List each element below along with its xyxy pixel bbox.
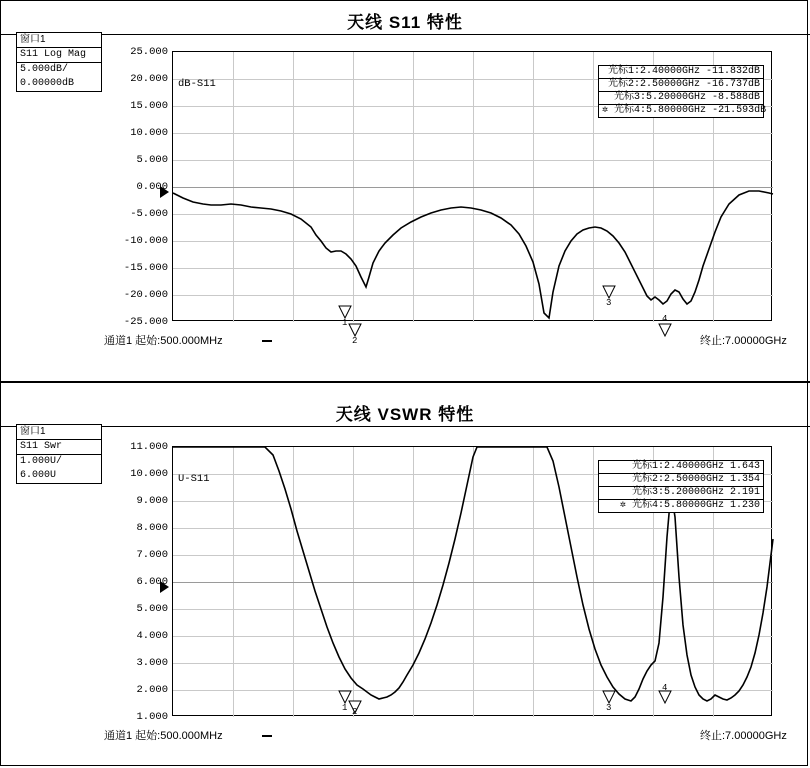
y-tick-vswr-6: 5.000 [136, 603, 168, 615]
footer-right-vswr: 终止:7.00000GHz [700, 730, 787, 742]
y-tick-vswr-10: 1.000 [136, 711, 168, 723]
marker-readout-table-s11[interactable] [598, 65, 767, 118]
y-tick-s11-1: 20.000 [130, 73, 168, 85]
reference-level-s11: 0.00000dB [20, 78, 75, 89]
marker-row-2-s11 [599, 79, 763, 92]
reference-level-vswr: 6.000U [20, 470, 57, 481]
window-info-box-vswr[interactable] [16, 424, 102, 484]
marker-1-label-s11: 光标1:2.40000GHz [607, 66, 700, 77]
marker-row-3-s11 [599, 92, 763, 105]
marker-number-2-vswr: 2 [352, 707, 358, 717]
marker-readout-table-vswr[interactable] [598, 460, 764, 513]
y-tick-vswr-1: 10.000 [130, 468, 168, 480]
panel-s11 [0, 0, 810, 382]
marker-3-value-s11: -8.588dB [711, 92, 760, 103]
marker-row-4-s11 [599, 105, 767, 117]
ref-marker-left-s11 [160, 186, 169, 198]
active-marker-asterisk-icon-s11: ✲ [602, 105, 609, 116]
y-tick-vswr-3: 8.000 [136, 522, 168, 534]
marker-4-value-vswr: 1.230 [729, 500, 760, 511]
y-tick-vswr-8: 3.000 [136, 657, 168, 669]
marker-row-1-vswr [599, 461, 763, 474]
scale-per-div-vswr: 1.000U/ [20, 456, 63, 467]
footer-left-vswr: 通道1 起始:500.000MHz [104, 730, 223, 742]
y-tick-s11-2: 15.000 [130, 100, 168, 112]
window-label-s11: 窗口1 [17, 33, 101, 48]
window-label-vswr: 窗口1 [17, 425, 101, 440]
marker-row-3-vswr [599, 487, 763, 500]
marker-2-label-s11: 光标2:2.50000GHz [607, 79, 700, 90]
title-rule-vswr [0, 426, 810, 427]
scale-per-div-s11: 5.000dB/ [20, 64, 69, 75]
marker-4-label-vswr: 光标4:5.80000GHz [631, 500, 724, 511]
marker-number-3-vswr: 3 [606, 703, 612, 713]
footer-dash-vswr [262, 735, 272, 737]
footer-left-s11: 通道1 起始:500.000MHz [104, 335, 223, 347]
marker-number-4-s11: 4 [662, 314, 668, 324]
y-tick-vswr-0: 11.000 [130, 441, 168, 453]
y-tick-s11-4: 5.000 [136, 154, 168, 166]
marker-number-4-vswr: 4 [662, 683, 668, 693]
page-title-s11: 天线 S11 特性 [347, 13, 463, 32]
marker-4-value-s11: -21.593dB [712, 105, 767, 116]
window-info-box-s11[interactable] [16, 32, 102, 92]
trace-format-s11: S11 Log Mag [17, 48, 101, 63]
marker-number-1-s11: 1 [342, 318, 348, 328]
y-tick-vswr-4: 7.000 [136, 549, 168, 561]
marker-3-label-vswr: 光标3:5.20000GHz [631, 487, 724, 498]
marker-3-label-s11: 光标3:5.20000GHz [613, 92, 706, 103]
marker-row-2-vswr [599, 474, 763, 487]
marker-row-1-s11 [599, 66, 763, 79]
marker-2-value-vswr: 1.354 [729, 474, 760, 485]
y-tick-s11-10: -25.000 [123, 316, 168, 328]
active-marker-asterisk-icon-vswr: ✲ [619, 500, 626, 511]
y-tick-vswr-7: 4.000 [136, 630, 168, 642]
marker-3-value-vswr: 2.191 [729, 487, 760, 498]
title-rule-s11 [0, 34, 810, 35]
marker-2-label-vswr: 光标2:2.50000GHz [631, 474, 724, 485]
marker-2-value-s11: -16.737dB [705, 79, 760, 90]
y-tick-vswr-9: 2.000 [136, 684, 168, 696]
marker-number-3-s11: 3 [606, 298, 612, 308]
ref-marker-left-vswr [160, 581, 169, 593]
y-tick-s11-3: 10.000 [130, 127, 168, 139]
marker-row-4-vswr [599, 500, 763, 512]
y-tick-s11-0: 25.000 [130, 46, 168, 58]
y-tick-s11-9: -20.000 [123, 289, 168, 301]
marker-number-2-s11: 2 [352, 336, 358, 346]
footer-right-s11: 终止:7.00000GHz [700, 335, 787, 347]
y-tick-s11-5: 0.000 [136, 181, 168, 193]
y-tick-vswr-2: 9.000 [136, 495, 168, 507]
y-tick-vswr-5: 6.000 [136, 576, 168, 588]
y-tick-s11-7: -10.000 [123, 235, 168, 247]
trace-label-vswr: U-S11 [178, 473, 210, 485]
panel-vswr [0, 382, 810, 768]
footer-dash-s11 [262, 340, 272, 342]
marker-number-1-vswr: 1 [342, 703, 348, 713]
marker-1-label-vswr: 光标1:2.40000GHz [631, 461, 724, 472]
y-tick-s11-6: -5.000 [130, 208, 168, 220]
page-title-vswr: 天线 VSWR 特性 [335, 405, 475, 424]
marker-4-label-s11: 光标4:5.80000GHz [614, 105, 707, 116]
y-tick-s11-8: -15.000 [123, 262, 168, 274]
trace-label-s11: dB-S11 [178, 78, 216, 90]
trace-format-vswr: S11 Swr [17, 440, 101, 455]
marker-1-value-vswr: 1.643 [729, 461, 760, 472]
marker-1-value-s11: -11.832dB [705, 66, 760, 77]
